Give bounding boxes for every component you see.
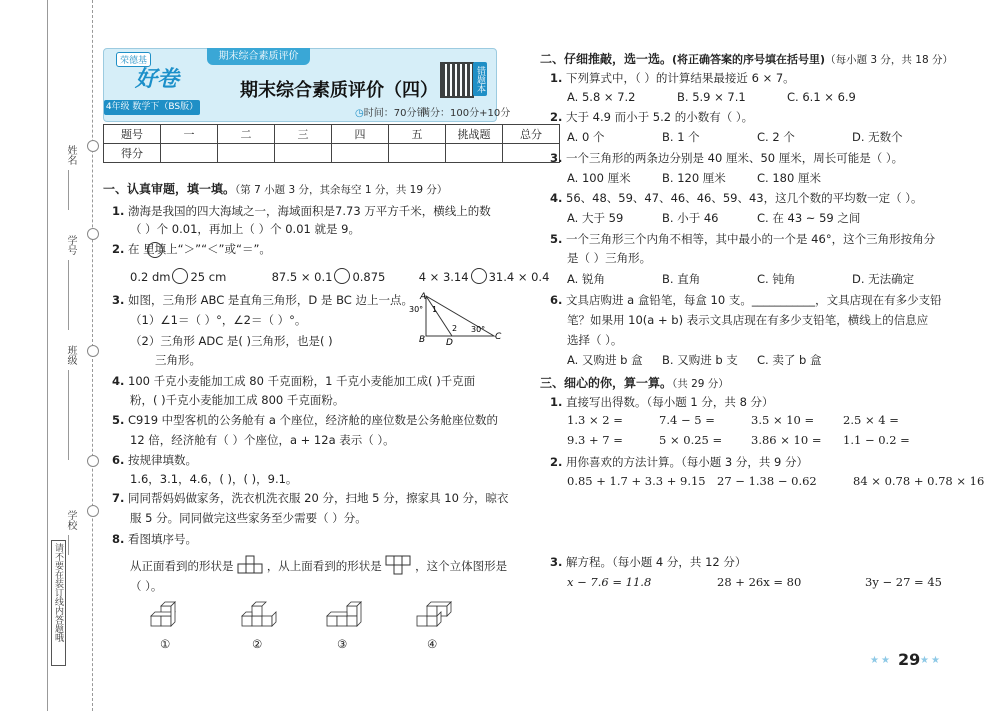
option-4-label: ④ xyxy=(427,637,438,651)
full-score: 满分：100分+10分 xyxy=(420,108,511,119)
table-cell: 题号 xyxy=(104,125,161,144)
oral-calc: 1.3 × 2 = xyxy=(567,413,623,427)
brand-tag: 荣德基 xyxy=(116,52,151,67)
question-6: 6. 按规律填数。 xyxy=(112,453,198,467)
question-4-line-2: 粉，( )千克小麦能加工成 800 千克面粉。 xyxy=(130,393,345,407)
choice-5-line-2: 是（ ）三角形。 xyxy=(567,251,652,265)
choice-1-options xyxy=(567,90,856,104)
calc-2-row xyxy=(567,474,984,488)
table-cell: 二 xyxy=(218,125,275,144)
compare-circle[interactable] xyxy=(471,268,487,284)
compare-row: 0.2 dm 25 cm 87.5 × 0.1 0.875 4 × 3.14 31.4 × 0.4 xyxy=(130,270,550,284)
option-b[interactable]: B. 5.9 × 7.1 xyxy=(677,90,746,104)
choice-1: 1. 下列算式中，（ ）的计算结果最接近 6 × 7。 xyxy=(550,71,795,85)
option-b[interactable]: B. 小于 46 xyxy=(662,211,719,225)
score-input-cell[interactable] xyxy=(389,144,446,163)
compare-circle[interactable] xyxy=(147,242,163,258)
option-a[interactable]: A. 大于 59 xyxy=(567,211,624,225)
triangle-figure xyxy=(408,290,502,346)
oral-calc: 1.1 − 0.2 = xyxy=(843,433,910,447)
school-underline xyxy=(68,535,69,555)
option-b[interactable]: B. 120 厘米 xyxy=(662,171,726,185)
option-d[interactable]: D. 无数个 xyxy=(852,130,903,144)
option-3-label: ③ xyxy=(337,637,348,651)
angle-1-label: 1 xyxy=(432,305,438,314)
score-input-cell[interactable] xyxy=(218,144,275,163)
question-1: 1. 渤海是我国的四大海域之一，海域面积是7.73 万平方千米，横线上的数 xyxy=(112,204,491,218)
grade-badge: 4年级 数学下（BS版） xyxy=(104,100,200,115)
option-d[interactable]: D. 无法确定 xyxy=(852,272,915,286)
option-b[interactable]: B. 1 个 xyxy=(662,130,700,144)
vertex-c-label: C xyxy=(495,332,502,342)
option-a[interactable]: A. 5.8 × 7.2 xyxy=(567,90,636,104)
vertex-a-label: A xyxy=(420,292,427,302)
option-2-label: ② xyxy=(252,637,263,651)
option-c[interactable]: C. 180 厘米 xyxy=(757,171,821,185)
vertex-b-label: B xyxy=(419,335,426,345)
calc-expression: 84 × 0.78 + 0.78 × 16 xyxy=(853,474,985,488)
oral-calc: 2.5 × 4 = xyxy=(843,413,899,427)
choice-5: 5. 一个三角形三个内角不相等，其中最小的一个是 46°，这个三角形按角分 xyxy=(550,232,936,246)
cube-figure-4 xyxy=(413,600,453,636)
cube-figure-2 xyxy=(238,600,278,636)
question-3: 3. 如图，三角形 ABC 是直角三角形，D 是 BC 边上一点。 xyxy=(112,293,413,307)
label-student-id: 学号 xyxy=(65,235,76,255)
section-1-heading: 一、认真审题，填一填。（第 7 小题 3 分，其余每空 1 分，共 19 分） xyxy=(103,182,448,196)
label-school: 学校 xyxy=(65,510,76,530)
score-input-cell[interactable] xyxy=(332,144,389,163)
oral-calc: 5 × 0.25 = xyxy=(659,433,723,447)
score-input-cell[interactable] xyxy=(161,144,218,163)
choice-3: 3. 一个三角形的两条边分别是 40 厘米、50 厘米，周长可能是（ ）。 xyxy=(550,151,904,165)
name-underline xyxy=(68,170,69,210)
angle-30-label: 30° xyxy=(409,305,424,314)
option-c[interactable]: C. 6.1 × 6.9 xyxy=(787,90,856,104)
binding-hole xyxy=(87,228,99,240)
cube-figure-3 xyxy=(323,600,363,636)
calc-expression: 27 − 1.38 − 0.62 xyxy=(717,474,817,488)
point-d-label: D xyxy=(446,338,453,346)
oral-calc: 7.4 − 5 = xyxy=(659,413,715,427)
question-1-line-2: （ ）个 0.01，再加上（ ）个 0.01 就是 9。 xyxy=(130,222,360,236)
question-2: 2. 在 里填上“＞”“＜”或“＝”。 xyxy=(112,242,271,256)
label-name: 姓名 xyxy=(65,145,76,165)
option-c[interactable]: C. 2 个 xyxy=(757,130,795,144)
calc-2: 2. 用你喜欢的方法计算。（每小题 3 分，共 9 分） xyxy=(550,455,809,469)
choice-6-line-2: 笔？如果用 10(a + b) 表示文具店现在有多少支铅笔，横线上的信息应 xyxy=(567,313,929,327)
choice-2-options xyxy=(567,129,903,145)
segment-ad xyxy=(426,296,452,336)
score-input-cell[interactable] xyxy=(446,144,503,163)
top-view-shape xyxy=(385,555,411,575)
angle-2-label: 2 xyxy=(452,324,458,333)
equation: x − 7.6 = 11.8 xyxy=(567,575,652,589)
calc-1-row-2 xyxy=(567,433,910,447)
question-5-line-2: 12 倍，经济舱有（ ）个座位，a + 12a 表示（ ）。 xyxy=(130,433,395,447)
table-cell: 一 xyxy=(161,125,218,144)
calc-expression: 0.85 + 1.7 + 3.3 + 9.15 xyxy=(567,474,706,488)
section-3-heading: 三、细心的你，算一算。（共 29 分） xyxy=(540,376,729,390)
cube-figure-1 xyxy=(145,600,185,636)
decor-stars: ★★ xyxy=(920,655,942,666)
choice-6-line-3: 选择（ ）。 xyxy=(567,333,623,347)
error-book-tag: 错题本 xyxy=(473,62,487,96)
score-table-score-row xyxy=(104,144,560,163)
compare-circle[interactable] xyxy=(172,268,188,284)
question-8-line-2: （ ）。 xyxy=(130,579,163,593)
binding-hole xyxy=(87,140,99,152)
question-5: 5. C919 中型客机的公务舱有 a 个座位，经济舱的座位数是公务舱座位数的 xyxy=(112,413,499,427)
equation: 28 + 26x = 80 xyxy=(717,575,802,589)
qr-code-icon[interactable] xyxy=(440,62,474,98)
option-c[interactable]: C. 卖了 b 盒 xyxy=(757,353,822,367)
equation: 3y − 27 = 45 xyxy=(865,575,942,589)
binding-warning: 请不要在装订线内答题哦 xyxy=(51,540,66,666)
calc-3-row xyxy=(567,575,942,589)
question-3-part-2: （2）三角形 ADC 是( )三角形，也是( ) xyxy=(130,334,333,348)
question-3-part-2-end: 三角形。 xyxy=(155,353,201,367)
clock-icon: ◷ xyxy=(355,108,364,119)
choice-6: 6. 文具店购进 a 盒铅笔，每盒 10 支。___________，文具店现在有多少支铅 xyxy=(550,293,942,307)
class-underline xyxy=(68,370,69,460)
option-a[interactable]: A. 100 厘米 xyxy=(567,171,631,185)
option-a[interactable]: A. 又购进 b 盒 xyxy=(567,353,643,367)
header-tab: 期末综合素质评价 xyxy=(207,48,310,65)
table-cell: 三 xyxy=(275,125,332,144)
score-table-header-row xyxy=(104,125,560,144)
calc-3: 3. 解方程。（每小题 4 分，共 12 分） xyxy=(550,555,747,569)
question-6-sequence: 1.6，3.1，4.6，( )，( )，9.1。 xyxy=(130,472,298,486)
page-title: 期末综合素质评价（四） xyxy=(240,80,438,101)
option-c[interactable]: C. 钝角 xyxy=(757,272,796,286)
question-8: 8. 看图填序号。 xyxy=(112,532,198,546)
option-1-label: ① xyxy=(160,637,171,651)
option-c[interactable]: C. 在 43 ~ 59 之间 xyxy=(757,211,861,225)
choice-6-options xyxy=(567,352,821,368)
choice-5-options xyxy=(567,271,914,287)
section-2-heading: 二、仔细推敲，选一选。(将正确答案的序号填在括号里)（每小题 3 分，共 18 分） xyxy=(540,52,953,66)
decor-stars: ★★ xyxy=(870,655,892,666)
binding-hole xyxy=(87,505,99,517)
compare-circle[interactable] xyxy=(334,268,350,284)
question-7-line-2: 服 5 分。同同做完这些家务至少需要（ ）分。 xyxy=(130,511,367,525)
option-b[interactable]: B. 又购进 b 支 xyxy=(662,353,738,367)
table-cell: 得分 xyxy=(104,144,161,163)
oral-calc: 3.5 × 10 = xyxy=(751,413,815,427)
exam-time: ◷时间：70分钟 xyxy=(355,108,427,119)
table-cell: 四 xyxy=(332,125,389,144)
binding-hole xyxy=(87,345,99,357)
id-underline xyxy=(68,260,69,330)
calc-1: 1. 直接写出得数。（每小题 1 分，共 8 分） xyxy=(550,395,774,409)
question-4: 4. 100 千克小麦能加工成 80 千克面粉，1 千克小麦能加工成( )千克面 xyxy=(112,374,476,388)
label-class: 班级 xyxy=(65,345,76,365)
binding-hole xyxy=(87,455,99,467)
binding-line xyxy=(47,0,48,711)
choice-3-options xyxy=(567,170,821,186)
question-8-line-1: 从正面看到的形状是 ，从上面看到的形状是 ，这个立体图形是 xyxy=(130,555,507,575)
question-7: 7. 同同帮妈妈做家务，洗衣机洗衣服 20 分，扫地 5 分，擦家具 10 分，晾衣 xyxy=(112,491,509,505)
choice-4: 4. 56、48、59、47、46、46、59、43，这几个数的平均数一定（ ）。 xyxy=(550,191,923,205)
option-a[interactable]: A. 0 个 xyxy=(567,130,605,144)
oral-calc: 3.86 × 10 = xyxy=(751,433,822,447)
front-view-shape xyxy=(237,555,263,575)
option-b[interactable]: B. 直角 xyxy=(662,272,701,286)
score-input-cell[interactable] xyxy=(275,144,332,163)
table-cell: 挑战题 xyxy=(446,125,503,144)
question-3-part-1: （1）∠1＝（ ）°，∠2＝（ ）°。 xyxy=(130,313,307,327)
oral-calc: 9.3 + 7 = xyxy=(567,433,623,447)
score-table xyxy=(103,124,560,163)
angle-30-label: 30° xyxy=(471,325,486,334)
brand-logo: 好卷 xyxy=(135,67,180,92)
calc-1-row-1 xyxy=(567,413,899,427)
table-cell: 五 xyxy=(389,125,446,144)
table-cell: 总分 xyxy=(503,125,560,144)
option-a[interactable]: A. 锐角 xyxy=(567,272,605,286)
choice-4-options xyxy=(567,210,860,226)
choice-2: 2. 大于 4.9 而小于 5.2 的小数有（ ）。 xyxy=(550,110,754,124)
page-number: 29 xyxy=(898,650,921,669)
